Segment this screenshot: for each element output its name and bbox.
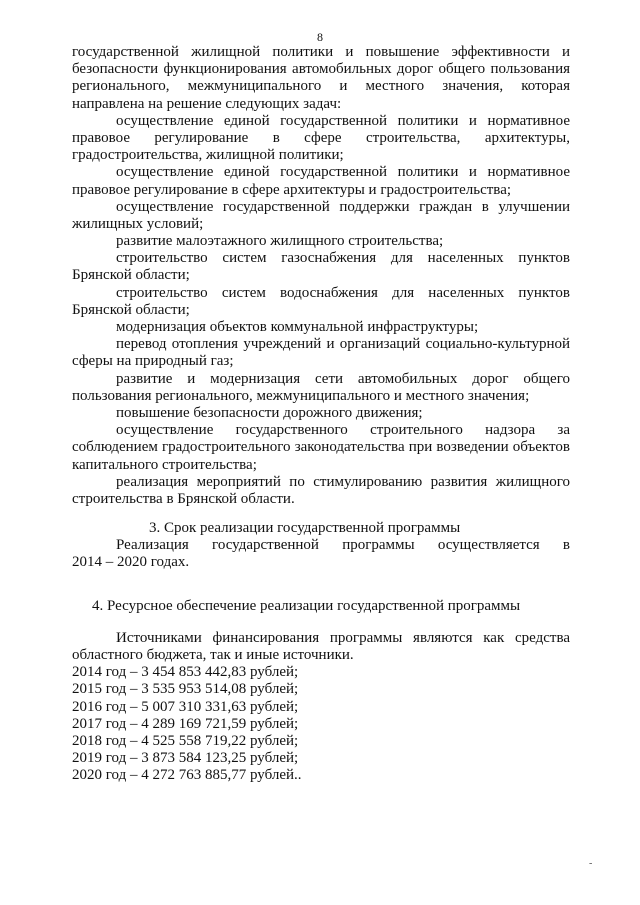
text-line: перевод отопления учреждений и организаций социально-культурной — [116, 336, 570, 353]
document-body — [72, 44, 570, 785]
funding-item: 2017 год – 4 289 169 721,59 рублей; — [72, 715, 299, 732]
section-4-intro-2: областного бюджета, так и иные источники. — [72, 647, 354, 663]
text-line: градостроительства, жилищной политики; — [72, 147, 344, 164]
text-line: строительства в Брянской области. — [72, 490, 295, 507]
text-line: повышение безопасности дорожного движения; — [116, 404, 423, 421]
text-line: соблюдением градостроительного законодательства при возведении объектов — [72, 439, 570, 456]
tasks-text — [72, 44, 570, 508]
funding-list — [72, 664, 570, 784]
section-3-line-2: 2014 – 2020 годах. — [72, 554, 190, 571]
text-line: Брянской области; — [72, 301, 190, 318]
section-3-line-1: Реализация государственной программы осуществляется в — [116, 537, 570, 554]
text-line: безопасности функционирования автомобильных дорог общего пользования — [72, 61, 570, 78]
text-line: направлена на решение следующих задач: — [72, 95, 342, 112]
text-line: регионального, межмуниципального и местного значения, которая — [72, 78, 570, 95]
funding-item: 2018 год – 4 525 558 719,22 рублей; — [72, 732, 299, 749]
text-line: сферы на природный газ; — [72, 353, 234, 370]
text-line: осуществление единой государственной политики и нормативное — [116, 164, 570, 181]
text-line: осуществление государственного строительного надзора за — [116, 422, 570, 439]
text-line: правовое регулирование в сфере архитектуры и градостроительства; — [72, 181, 512, 198]
text-line: капитального строительства; — [72, 456, 257, 473]
text-line: реализация мероприятий по стимулированию развития жилищного — [116, 473, 570, 490]
text-line: Брянской области; — [72, 267, 190, 284]
text-line: строительство систем газоснабжения для населенных пунктов — [116, 250, 570, 267]
text-line: государственной жилищной политики и повышение эффективности и — [72, 44, 570, 60]
text-line: осуществление единой государственной политики и нормативное — [116, 112, 570, 129]
text-line: осуществление государственной поддержки граждан в улучшении — [116, 198, 570, 215]
funding-item: 2019 год – 3 873 584 123,25 рублей; — [72, 750, 299, 767]
section-4-heading: 4. Ресурсное обеспечение реализации государственной программы — [92, 597, 521, 614]
text-line: модернизация объектов коммунальной инфраструктуры; — [116, 319, 479, 335]
scan-mark: - — [589, 858, 593, 869]
funding-item: 2016 год – 5 007 310 331,63 рублей; — [72, 698, 299, 715]
funding-item: 2020 год – 4 272 763 885,77 рублей.. — [72, 767, 302, 784]
section-4-intro-1: Источниками финансирования программы являются как средства — [116, 629, 570, 646]
text-line: развитие и модернизация сети автомобильных дорог общего — [116, 370, 570, 387]
funding-item: 2015 год – 3 535 953 514,08 рублей; — [72, 681, 299, 698]
text-line: пользования регионального, межмуниципального и местного значения; — [72, 387, 530, 404]
section-3-heading: 3. Срок реализации государственной программы — [149, 520, 461, 537]
funding-item: 2014 год – 3 454 853 442,83 рублей; — [72, 664, 299, 681]
text-line: строительство систем водоснабжения для населенных пунктов — [116, 284, 570, 301]
text-line: правовое регулирование в сфере строительства, архитектуры, — [72, 129, 570, 146]
text-line: жилищных условий; — [72, 215, 204, 232]
text-line: развитие малоэтажного жилищного строительства; — [116, 233, 444, 250]
page-number: 8 — [317, 30, 323, 44]
